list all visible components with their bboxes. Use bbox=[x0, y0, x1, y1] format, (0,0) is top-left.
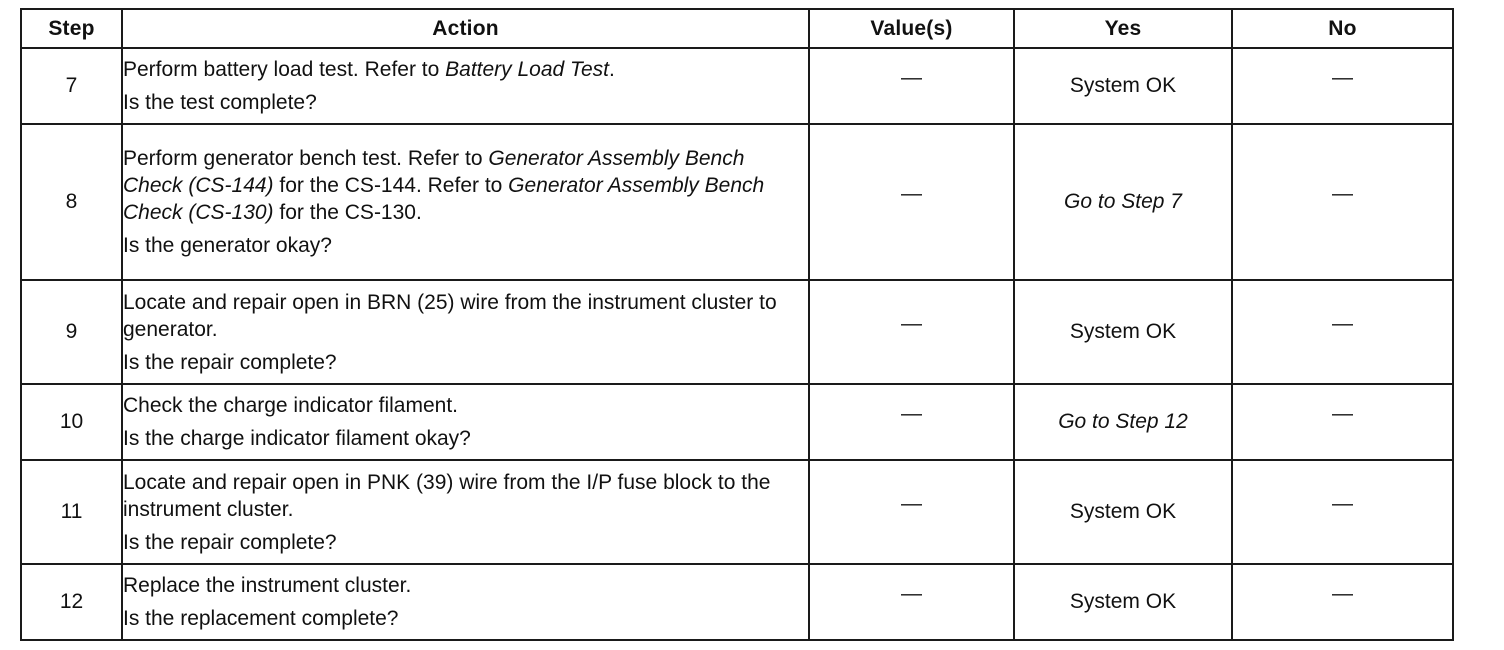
no-cell bbox=[1232, 460, 1453, 564]
no-cell bbox=[1232, 48, 1453, 124]
values-cell bbox=[809, 564, 1014, 640]
no-cell bbox=[1232, 280, 1453, 384]
no-dash: — bbox=[1332, 312, 1353, 335]
values-dash: — bbox=[901, 582, 922, 605]
instruction-text: Check the charge indicator filament. bbox=[123, 394, 459, 417]
values-cell bbox=[809, 280, 1014, 384]
action-cell bbox=[122, 48, 809, 124]
values-cell bbox=[809, 124, 1014, 280]
instruction-text: Perform battery load test. Refer to bbox=[123, 58, 446, 81]
header-values: Value(s) bbox=[809, 9, 1014, 48]
table-row bbox=[21, 48, 1453, 124]
table-row bbox=[21, 384, 1453, 460]
header-action: Action bbox=[122, 9, 809, 48]
action-instruction bbox=[123, 56, 808, 83]
values-cell bbox=[809, 48, 1014, 124]
yes-outcome: System OK bbox=[1014, 48, 1232, 124]
action-instruction bbox=[123, 572, 808, 599]
instruction-text: Perform generator bench test. Refer to bbox=[123, 147, 489, 170]
action-cell bbox=[122, 124, 809, 280]
values-dash: — bbox=[901, 402, 922, 425]
header-no: No bbox=[1232, 9, 1453, 48]
action-question: Is the test complete? bbox=[123, 91, 317, 114]
table-row bbox=[21, 460, 1453, 564]
values-cell bbox=[809, 460, 1014, 564]
step-number: 12 bbox=[21, 564, 122, 640]
instruction-text: Locate and repair open in PNK (39) wire from the I/P fuse block to the instrument cluster. bbox=[123, 470, 771, 521]
table-header-row bbox=[21, 9, 1453, 48]
action-cell bbox=[122, 384, 809, 460]
instruction-text: Replace the instrument cluster. bbox=[123, 574, 412, 597]
table-row bbox=[21, 564, 1453, 640]
instruction-text: for the CS-144. Refer to bbox=[273, 174, 509, 197]
step-number: 10 bbox=[21, 384, 122, 460]
step-number: 8 bbox=[21, 124, 122, 280]
no-dash: — bbox=[1332, 582, 1353, 605]
action-instruction bbox=[123, 469, 808, 523]
action-question: Is the repair complete? bbox=[123, 530, 337, 554]
action-instruction bbox=[123, 392, 808, 419]
no-dash: — bbox=[1332, 492, 1353, 515]
no-cell bbox=[1232, 564, 1453, 640]
step-number: 11 bbox=[21, 460, 122, 564]
instruction-text: Locate and repair open in BRN (25) wire from the instrument cluster to generator. bbox=[123, 290, 777, 341]
instruction-text: for the CS-130. bbox=[273, 201, 422, 224]
reference-link-text: Generator Assembly Bench Check (CS-130) bbox=[123, 174, 765, 224]
no-cell bbox=[1232, 124, 1453, 280]
yes-outcome: Go to Step 7 bbox=[1014, 124, 1232, 280]
action-cell bbox=[122, 564, 809, 640]
yes-outcome: System OK bbox=[1014, 564, 1232, 640]
no-dash: — bbox=[1332, 66, 1353, 89]
reference-link-text: Battery Load Test bbox=[445, 58, 609, 81]
no-dash: — bbox=[1332, 402, 1353, 425]
values-dash: — bbox=[901, 182, 922, 205]
action-cell bbox=[122, 460, 809, 564]
values-dash: — bbox=[901, 492, 922, 515]
action-question: Is the generator okay? bbox=[123, 234, 332, 257]
reference-link-text: Generator Assembly Bench Check (CS-144) bbox=[123, 147, 745, 197]
values-dash: — bbox=[901, 312, 922, 335]
header-step: Step bbox=[21, 9, 122, 48]
yes-outcome: System OK bbox=[1014, 280, 1232, 384]
no-cell bbox=[1232, 384, 1453, 460]
yes-outcome: Go to Step 12 bbox=[1014, 384, 1232, 460]
table-row bbox=[21, 280, 1453, 384]
values-dash: — bbox=[901, 66, 922, 89]
action-question: Is the repair complete? bbox=[123, 350, 337, 374]
action-cell bbox=[122, 280, 809, 384]
table-row bbox=[21, 124, 1453, 280]
action-question: Is the replacement complete? bbox=[123, 607, 399, 630]
header-yes: Yes bbox=[1014, 9, 1232, 48]
diagnostic-table bbox=[20, 8, 1454, 641]
instruction-text: . bbox=[608, 58, 615, 81]
step-number: 9 bbox=[21, 280, 122, 384]
values-cell bbox=[809, 384, 1014, 460]
step-number: 7 bbox=[21, 48, 122, 124]
action-instruction bbox=[123, 145, 808, 226]
yes-outcome: System OK bbox=[1014, 460, 1232, 564]
no-dash: — bbox=[1332, 182, 1353, 205]
action-question: Is the charge indicator filament okay? bbox=[123, 427, 471, 450]
action-instruction bbox=[123, 289, 808, 343]
